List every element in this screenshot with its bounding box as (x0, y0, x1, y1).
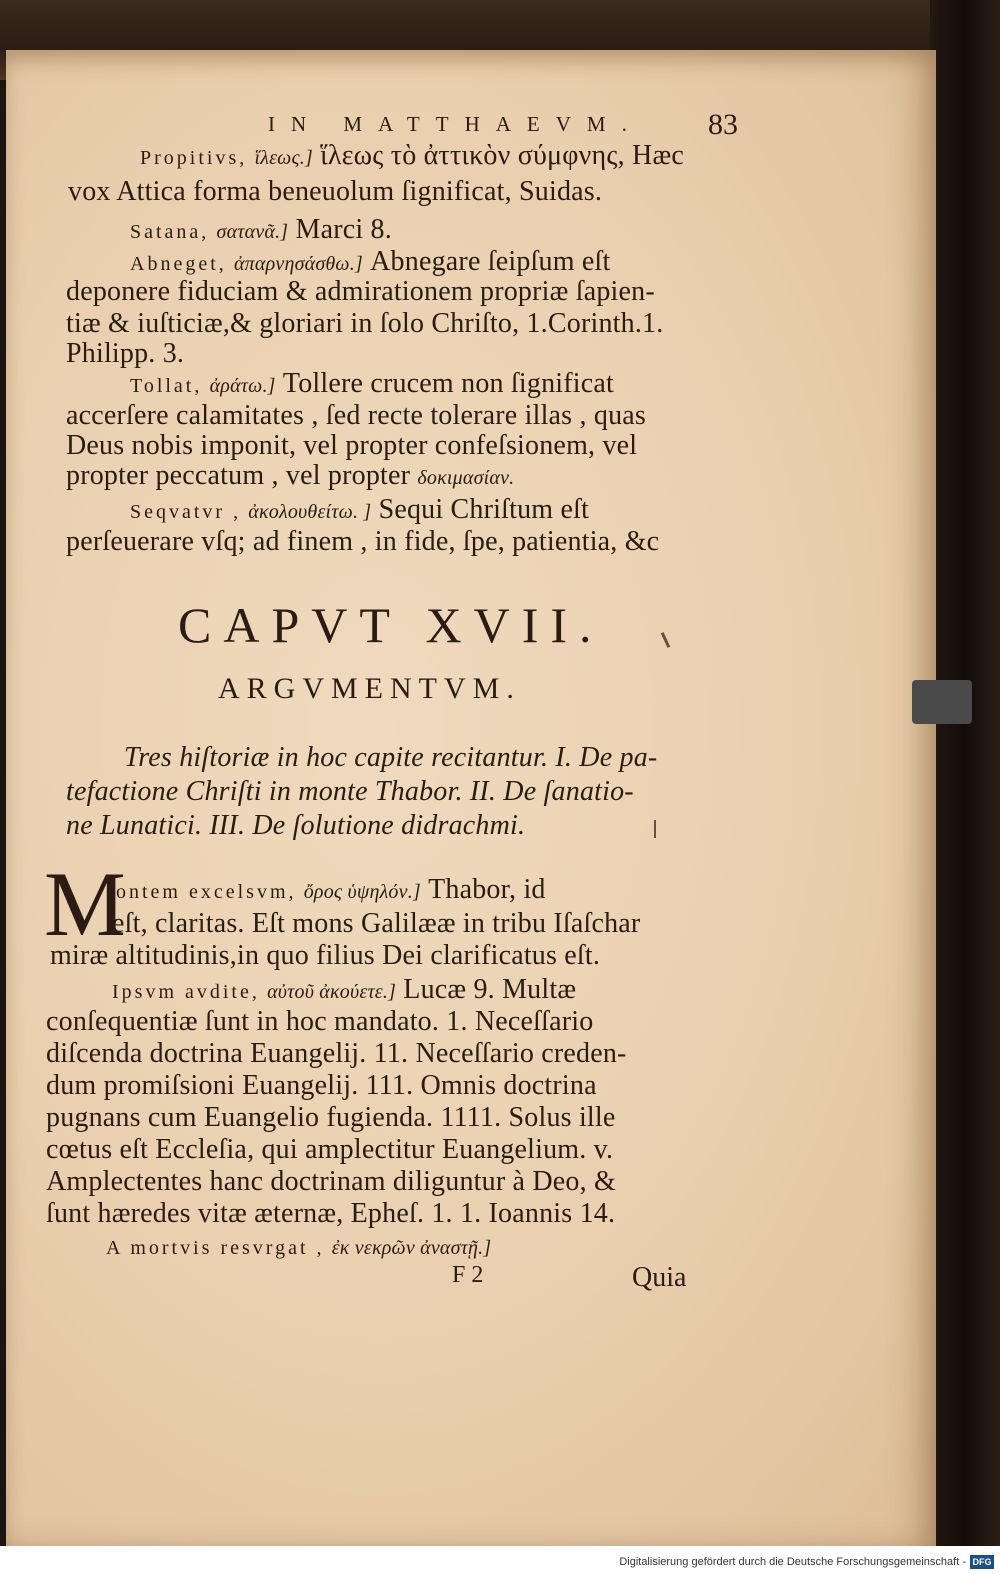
entry-text: Thabor, id (420, 874, 546, 905)
entry-lemma: A mortvis resvrgat , (106, 1237, 325, 1259)
entry-text: Tollere crucem non ſignificat (275, 368, 614, 399)
entry-line (130, 246, 611, 278)
body-line: cœtus eſt Eccleſia, qui amplectitur Euangelium. v. (46, 1134, 614, 1165)
body-line: miræ altitudinis,in quo filius Dei clarificatus eſt. (50, 940, 601, 971)
entry-line: accerſere calamitates , ſed recte tolerare illas , quas (66, 400, 646, 431)
body-line: dum promiſsioni Euangelij. 111. Omnis doctrina (46, 1070, 597, 1101)
entry-line: vox Attica forma beneuolum ſignificat, Suidas. (68, 176, 603, 207)
entry-line (140, 140, 684, 172)
ink-mark (654, 820, 656, 838)
bookmark-clip (912, 680, 972, 724)
drop-cap: M (44, 853, 126, 955)
entry-lemma: Tollat, (130, 375, 203, 397)
dfg-logo: DFG (970, 1555, 994, 1569)
entry-lemma: Abneget, (130, 253, 227, 275)
entry-lemma: Seqvatvr , (130, 501, 242, 523)
argument-line: tefactione Chriſti in monte Thabor. II. De ſanatio- (66, 776, 634, 807)
entry-line: perſeuerare vſq; ad finem , in fide, ſpe, patientia, &c (66, 526, 660, 557)
entry-lemma: Propitivs, (140, 147, 248, 169)
body-line: diſcenda doctrina Euangelij. 11. Neceſſario creden- (46, 1038, 627, 1069)
argument-line: ne Lunatici. III. De ſolutione didrachmi. (66, 810, 526, 841)
body-line (116, 874, 546, 906)
greek-text: αὐτοῦ ἀκούετε.] (267, 981, 397, 1003)
entry-text: ἵλεως τὸ ἀττικὸν σύμφνης, Hæc (312, 140, 684, 171)
greek-text: ἀράτω.] (209, 375, 276, 397)
chapter-title: CAPVT XVII. (178, 597, 604, 653)
greek-text: σατανᾶ.] (216, 221, 289, 243)
entry-line (130, 368, 614, 400)
body-line (106, 1230, 491, 1262)
signature-mark: F 2 (452, 1262, 484, 1288)
entry-line: tiæ & iuſticiæ,& gloriari in ſolo Chriſto, 1.Corinth.1. (66, 308, 664, 339)
entry-lemma: ontem excelsvm, (116, 881, 297, 903)
entry-line (130, 214, 392, 246)
entry-text: Marci 8. (288, 214, 392, 245)
running-head: IN MATTHAEVM. (268, 112, 643, 136)
entry-line (66, 460, 514, 492)
entry-text: propter peccatum , vel propter (66, 460, 411, 491)
greek-text: ὄρος ὑψηλόν.] (303, 881, 421, 903)
greek-text: ἀπαρνησάσθω.] (233, 253, 363, 275)
entry-text: Lucæ 9. Multæ (396, 974, 577, 1005)
argument-heading: ARGVMENTVM. (218, 672, 521, 705)
body-line: pugnans cum Euangelio fugienda. 1111. Solus ille (46, 1102, 616, 1133)
entry-text: Abnegare ſeipſum eſt (362, 246, 611, 277)
entry-lemma: Satana, (130, 221, 210, 243)
greek-text: ἀκολουθείτω. ] (248, 501, 372, 523)
catchword: Quia (632, 1262, 687, 1293)
body-line: eſt, claritas. Eſt mons Galilææ in tribu Iſaſchar (112, 908, 641, 939)
argument-line: Tres hiſtoriæ in hoc capite recitantur. I. De pa- (124, 742, 658, 773)
entry-line: Deus nobis imponit, vel propter confeſsionem, vel (66, 430, 638, 461)
footer-credit: Digitalisierung gefördert durch die Deutsche Forschungsgemeinschaft - (619, 1556, 966, 1568)
greek-text: δοκιμασίαν. (417, 467, 515, 489)
body-line: conſequentiæ ſunt in hoc mandato. 1. Neceſſario (46, 1006, 594, 1037)
entry-line: Philipp. 3. (66, 338, 185, 369)
entry-text: Sequi Chriſtum eſt (371, 494, 590, 525)
greek-text: ἐκ νεκρῶν ἀναστῇ.] (331, 1237, 492, 1259)
page-number: 83 (708, 108, 738, 141)
greek-text: ἵλεως.] (254, 147, 313, 169)
entry-line (130, 494, 589, 526)
entry-lemma: Ipsvm avdite, (112, 981, 260, 1003)
body-line: Amplectentes hanc doctrinam diliguntur à Deo, & (46, 1166, 617, 1197)
book-spine (930, 0, 1000, 1574)
entry-line: deponere fiduciam & admirationem propriæ ſapien- (66, 276, 655, 307)
body-line: ſunt hæredes vitæ æternæ, Epheſ. 1. 1. Ioannis 14. (46, 1198, 616, 1229)
body-line (112, 974, 576, 1006)
